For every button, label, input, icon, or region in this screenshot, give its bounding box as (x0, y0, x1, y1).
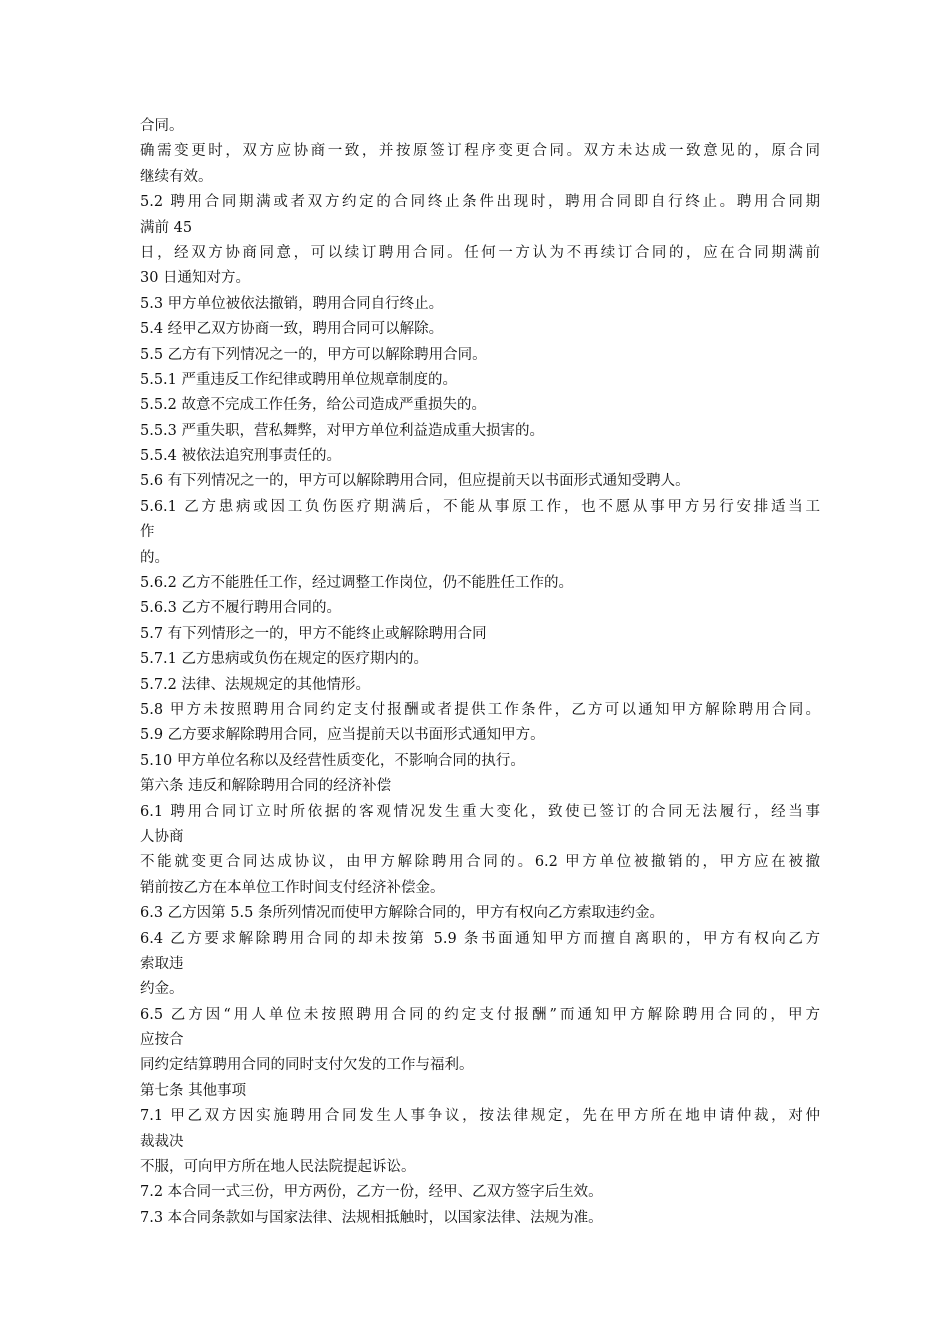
text-line: 销前按乙方在本单位工作时间支付经济补偿金。 (140, 879, 445, 896)
text-line: 5.5 乙方有下列情况之一的，甲方可以解除聘用合同。 (140, 346, 487, 363)
text-line: 索取违 (140, 955, 184, 972)
text-line: 5.6.1 乙方患病或因工负伤医疗期满后，不能从事原工作，也不愿从事甲方另行安排适当工 (140, 498, 820, 515)
text-line: 满前 45 (140, 219, 193, 236)
text-line: 继续有效。 (140, 168, 213, 185)
text-line: 5.5.3 严重失职，营私舞弊，对甲方单位利益造成重大损害的。 (140, 422, 545, 439)
text-line: 5.10 甲方单位名称以及经营性质变化，不影响合同的执行。 (140, 752, 525, 769)
text-line: 5.3 甲方单位被依法撤销，聘用合同自行终止。 (140, 295, 444, 312)
text-line: 5.5.2 故意不完成工作任务，给公司造成严重损失的。 (140, 397, 487, 414)
text-line: 作 (140, 524, 155, 541)
text-line: 5.9 乙方要求解除聘用合同，应当提前天以书面形式通知甲方。 (140, 727, 545, 744)
text-line: 约金。 (140, 981, 184, 998)
text-line: 合同。 (140, 118, 184, 134)
text-line: 同约定结算聘用合同的同时支付欠发的工作与福利。 (140, 1057, 474, 1074)
text-line: 5.7.1 乙方患病或负伤在规定的医疗期内的。 (140, 651, 429, 668)
text-line: 日，经双方协商同意，可以续订聘用合同。任何一方认为不再续订合同的，应在合同期满前 (140, 244, 820, 261)
text-line: 的。 (140, 549, 169, 566)
text-line: 30 日通知对方。 (140, 270, 251, 287)
text-line: 5.4 经甲乙双方协商一致，聘用合同可以解除。 (140, 321, 444, 338)
text-line: 人协商 (140, 828, 184, 845)
text-line: 应按合 (140, 1032, 184, 1049)
document-body (140, 114, 820, 1231)
text-line: 5.8 甲方未按照聘用合同约定支付报酬或者提供工作条件，乙方可以通知甲方解除聘用合同。 (140, 701, 820, 718)
text-line: 5.2 聘用合同期满或者双方约定的合同终止条件出现时，聘用合同即自行终止。聘用合同期 (140, 194, 820, 211)
section-heading: 第七条 其他事项 (140, 1082, 247, 1099)
text-line: 6.1 聘用合同订立时所依据的客观情况发生重大变化，致使已签订的合同无法履行，经当事 (140, 803, 820, 820)
text-line: 7.2 本合同一式三份，甲方两份，乙方一份，经甲、乙双方签字后生效。 (140, 1184, 603, 1201)
text-line: 7.3 本合同条款如与国家法律、法规相抵触时，以国家法律、法规为准。 (140, 1209, 603, 1226)
text-line: 6.3 乙方因第 5.5 条所列情况而使甲方解除合同的，甲方有权向乙方索取违约金。 (140, 905, 664, 922)
text-line: 5.5.1 严重违反工作纪律或聘用单位规章制度的。 (140, 371, 458, 388)
text-line: 不能就变更合同达成协议，由甲方解除聘用合同的。6.2 甲方单位被撤销的，甲方应在被撤 (140, 854, 820, 871)
text-line: 7.1 甲乙双方因实施聘用合同发生人事争议，按法律规定，先在甲方所在地申请仲裁，对仲 (140, 1108, 820, 1125)
text-line: 5.6.3 乙方不履行聘用合同的。 (140, 600, 342, 617)
text-line: 不服，可向甲方所在地人民法院提起诉讼。 (140, 1159, 416, 1176)
text-line: 5.5.4 被依法追究刑事责任的。 (140, 448, 342, 465)
text-line: 5.6 有下列情况之一的，甲方可以解除聘用合同，但应提前天以书面形式通知受聘人。 (140, 473, 690, 490)
section-heading: 第六条 违反和解除聘用合同的经济补偿 (140, 778, 392, 795)
text-line: 5.6.2 乙方不能胜任工作，经过调整工作岗位，仍不能胜任工作的。 (140, 575, 574, 592)
text-line: 确需变更时，双方应协商一致，并按原签订程序变更合同。双方未达成一致意见的，原合同 (140, 143, 820, 160)
text-line: 6.5 乙方因“用人单位未按照聘用合同的约定支付报酬”而通知甲方解除聘用合同的，甲方 (140, 1006, 820, 1023)
text-line: 6.4 乙方要求解除聘用合同的却未按第 5.9 条书面通知甲方而擅自离职的，甲方有权向乙方 (140, 930, 820, 947)
text-line: 5.7 有下列情形之一的，甲方不能终止或解除聘用合同 (140, 625, 487, 642)
text-line: 裁裁决 (140, 1133, 184, 1150)
text-line: 5.7.2 法律、法规规定的其他情形。 (140, 676, 371, 693)
